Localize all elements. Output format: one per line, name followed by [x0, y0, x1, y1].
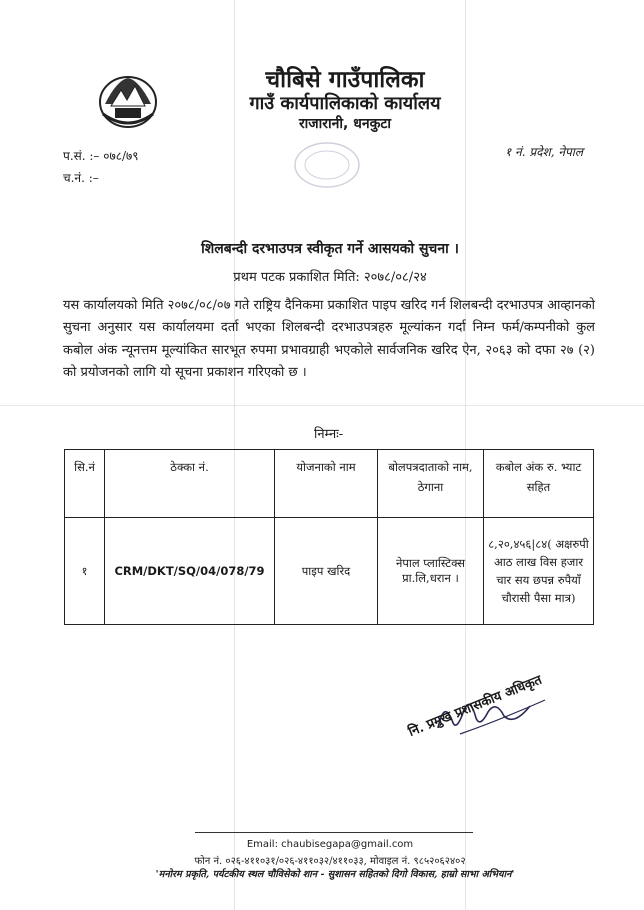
col-header-amount: कबोल अंक रु. भ्याट सहित — [484, 450, 594, 518]
table-header-row — [65, 450, 594, 518]
notice-subject: शिलबन्दी दरभाउपत्र स्वीकृत गर्ने आसयको सुचना । — [201, 241, 459, 257]
office-location: राजारानी, धनकुटा — [298, 116, 392, 132]
table-row — [65, 518, 594, 625]
notice-body: यस कार्यालयको मिति २०७८/०८/०७ गते राष्ट्रिय दैनिकमा प्रकाशित पाइप खरिद गर्न शिलबन्दी दरभाउपत्र आव्हानको सुचना अनुसार यस कार्यालयमा दर्ता भएका शिलबन्दी दरभाउपत्रहरु मूल्यांकन गर्दा निम्न फर्म/कम्पनीको कुल कबोल अंक न्यूनत्तम मूल्यांकित सारभूत रुपमा प्रभावग्राही भएकोले सार्वजनिक खरिद ऐन, २०६३ को दफा २७ (२) को प्रयोजनको लागि यो सूचना प्रकाशन गरिएको छ । — [63, 298, 595, 380]
col-header-bidder: बोलपत्रदाताको नाम, ठेगाना — [378, 450, 484, 518]
office-name: गाउँ कार्यपालिकाको कार्यालय — [249, 93, 441, 114]
col-header-contract: ठेक्का नं. — [105, 450, 275, 518]
dispatch-number: च.नं. :– — [63, 171, 99, 185]
scan-fold-line — [0, 405, 644, 406]
cell-amount: ८,२०,४५६|८४( अक्षरुपी आठ लाख विस हजार चार सय छपन्न रुपैयाँ चौरासी पैसा मात्र) — [484, 518, 594, 625]
award-table — [64, 449, 594, 625]
nepal-emblem-icon — [97, 70, 159, 130]
published-date: प्रथम पटक प्रकाशित मिति: २०७८/०८/२४ — [233, 270, 427, 285]
footer-phone: फोन नं. ०२६-४११०३१/०२६-४११०३२/४११०३३, मोवाइल नं. ९८५२०६२४०२ — [194, 856, 466, 867]
signatory-title: नि. प्रमुख प्रशासकीय अधिकृत — [406, 672, 545, 740]
footer-email: Email: chaubisegapa@gmail.com — [246, 839, 414, 850]
province-label: १ नं. प्रदेश, नेपाल — [505, 145, 584, 159]
footer-motto: 'मनोरम प्रकृति, पर्यटकीय स्थल चौविसेको शान - सुशासन सहितको दिगो विकास, हाम्रो साभा अभियान' — [155, 869, 515, 880]
footer-divider — [195, 832, 473, 833]
cell-sn: १ — [65, 518, 105, 625]
letter-reference-number: प.सं. :– ०७८/७९ — [63, 149, 139, 163]
office-stamp-icon — [292, 140, 362, 190]
cell-bidder: नेपाल प्लास्टिक्स प्रा.लि,धरान । — [378, 518, 484, 625]
org-name: चौबिसे गाउँपालिका — [265, 67, 425, 93]
col-header-sn: सि.नं — [65, 450, 105, 518]
list-intro: निम्नः- — [314, 427, 344, 442]
col-header-project: योजनाको नाम — [275, 450, 378, 518]
cell-project: पाइप खरिद — [275, 518, 378, 625]
cell-contract-number: CRM/DKT/SQ/04/078/79 — [105, 518, 275, 625]
